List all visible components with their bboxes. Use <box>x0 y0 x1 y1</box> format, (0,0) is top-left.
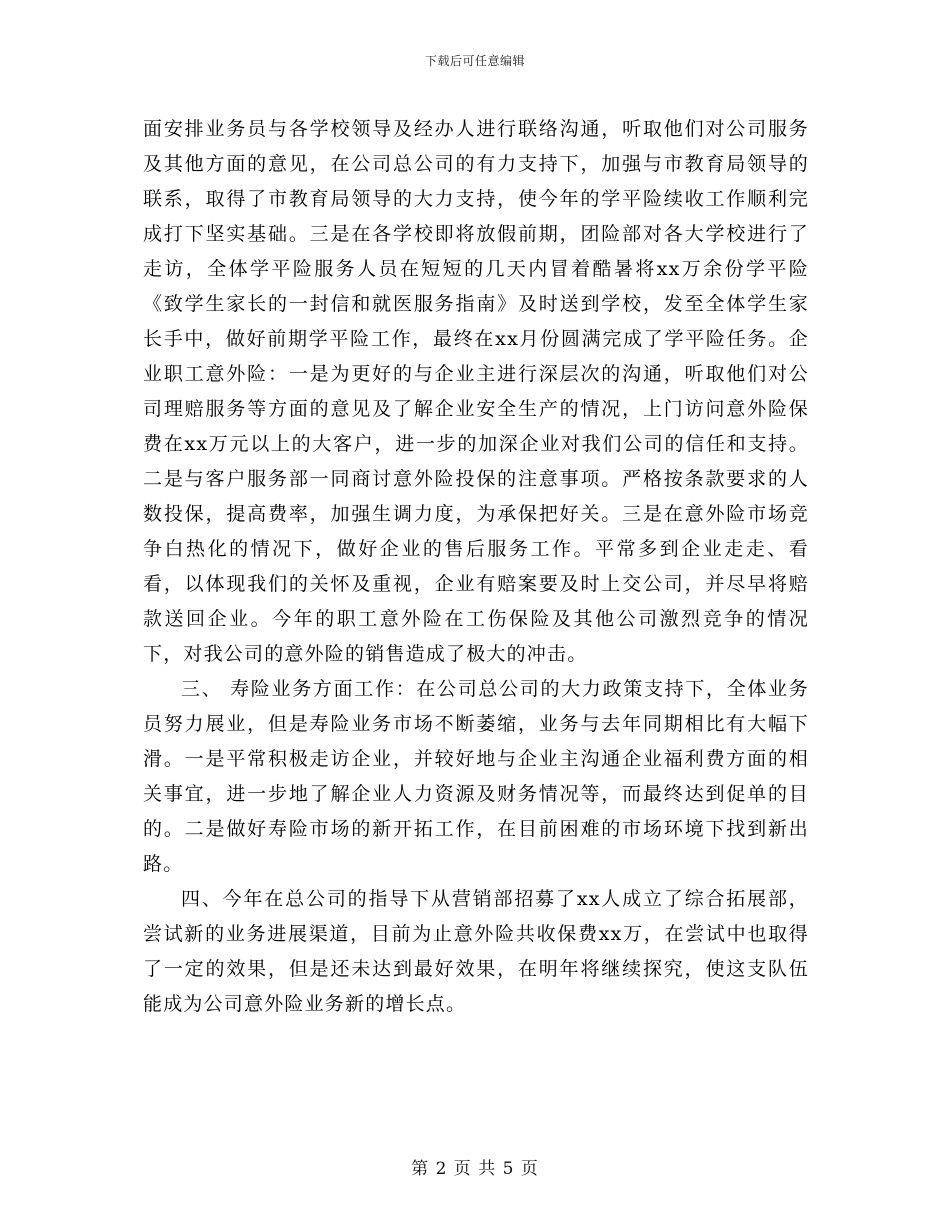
document-body <box>143 112 809 1022</box>
page-footer-page-number: 第 2 页 共 5 页 <box>411 1159 539 1179</box>
paragraph-section-3: 三、 寿险业务方面工作：在公司总公司的大力政策支持下，全体业务员努力展业，但是寿险业务市场不断萎缩，业务与去年同期相比有大幅下滑。一是平常积极走访企业，并较好地与企业主沟通企业福利费方面的相关事宜，进一步地了解企业人力资源及财务情况等，而最终达到促单的目的。二是做好寿险市场的新开拓工作，在目前困难的市场环境下找到新出路。 <box>143 678 809 875</box>
paragraph-section-4: 四、今年在总公司的指导下从营销部招募了xx人成立了综合拓展部，尝试新的业务进展渠道，目前为止意外险共收保费xx万，在尝试中也取得了一定的效果，但是还未达到最好效果，在明年将继续探究，使这支队伍能成为公司意外险业务新的增长点。 <box>143 888 809 1015</box>
page-header: 下载后可任意编辑 <box>424 54 525 68</box>
paragraph-continuation: 面安排业务员与各学校领导及经办人进行联络沟通，听取他们对公司服务及其他方面的意见，在公司总公司的有力支持下，加强与市教育局领导的联系，取得了市教育局领导的大力支持，使今年的学平险续收工作顺利完成打下坚实基础。三是在各学校即将放假前期，团险部对各大学校进行了走访，全体学平险服务人员在短短的几天内冒着酷暑将xx万余份学平险《致学生家长的一封信和就医服务指南》及时送到学校，发至全体学生家长手中，做好前期学平险工作，最终在xx月份圆满完成了学平险任务。企业职工意外险：一是为更好的与企业主进行深层次的沟通，听取他们对公司理赔服务等方面的意见及了解企业安全生产的情况，上门访问意外险保费在xx万元以上的大客户，进一步的加深企业对我们公司的信任和支持。二是与客户服务部一同商讨意外险投保的注意事项。严格按条款要求的人数投保，提高费率，加强生调力度，为承保把好关。三是在意外险市场竞争白热化的情况下，做好企业的售后服务工作。平常多到企业走走、看看，以体现我们的关怀及重视，企业有赔案要及时上交公司，并尽早将赔款送回企业。今年的职工意外险在工伤保险及其他公司激烈竞争的情况下，对我公司的意外险的销售造成了极大的冲击。 <box>143 118 809 665</box>
